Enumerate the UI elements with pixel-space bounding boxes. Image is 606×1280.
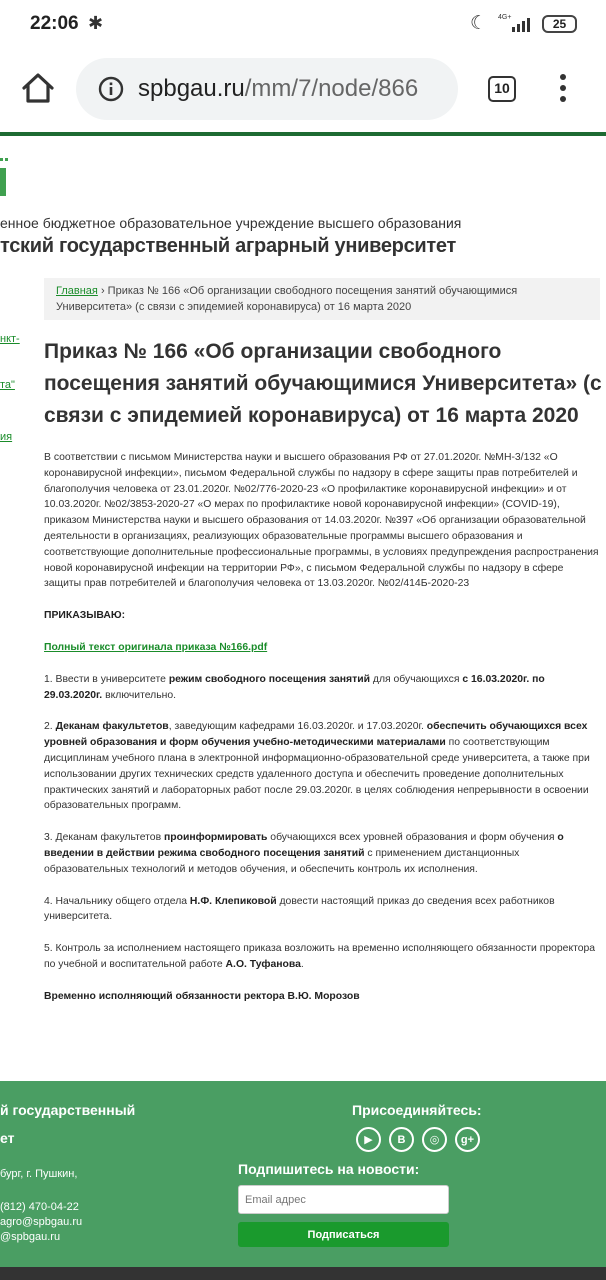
signature: Временно исполняющий обязанности ректора В.Ю. Морозов — [44, 990, 360, 1002]
header-divider — [0, 132, 606, 136]
youtube-icon[interactable]: ▶ — [356, 1127, 381, 1152]
browser-toolbar — [0, 50, 606, 132]
battery-icon: 25 — [542, 15, 577, 33]
site-footer — [0, 1081, 606, 1267]
sidebar-link-1[interactable]: нкт- — [0, 333, 20, 345]
footer-email-1[interactable]: agro@spbgau.ru — [0, 1216, 83, 1228]
article-intro: В соответствии с письмом Министерства науки и высшего образования РФ от 27.01.2020г. №МН-3/132 «О коронавирусной инфекции», письмом Федеральной службы по надзору в сфере защиты прав потребителей и благополучия человека от 23.01.2020г. №02/776-2020-23 «О профилактике коронавирусной инфекции» и от 10.03.2020г. №02/3853-2020-27 «О мерах по профилактике новой коронавирусной инфекции» (COVID-19), приказом Министерства науки и высшего образования от 14.03.2020г. №397 «Об организации образовательной деятельности в организациях, реализующих образовательные программы высшего образования и соответствующие дополнительные профессиональные программы, в условиях предупреждения распространения новой коронавирусной инфекции на территории РФ», с письмом Федеральной службы по надзору в сфере защиты прав потребителей и благополучия человека от 13.03.2020г. №02/414Б-2020-23 — [44, 452, 599, 590]
vk-icon[interactable]: B — [389, 1127, 414, 1152]
footer-address: бург, г. Пушкин, — [0, 1168, 78, 1180]
sidebar-link-2[interactable]: та" — [0, 379, 15, 391]
signal-icon — [498, 12, 534, 34]
newsletter-title: Подпишитесь на новости: — [238, 1161, 420, 1177]
moon-icon: ☾ — [470, 13, 488, 34]
status-time: 22:06 — [30, 13, 79, 34]
footer-university-name-line1: й государственный — [0, 1102, 136, 1118]
url-path: /mm/7/node/866 — [244, 75, 419, 102]
status-bar — [0, 0, 606, 50]
page-title: Приказ № 166 «Об организации свободного посещения занятий обучающимися Университета» (с связи с эпидемией коронавируса) от 16 марта 2020 — [44, 340, 602, 427]
social-links — [356, 1127, 480, 1152]
url-text[interactable] — [138, 75, 418, 103]
more-menu-icon[interactable] — [556, 74, 570, 106]
newsletter-email-input[interactable] — [238, 1185, 449, 1214]
sidebar-link-3[interactable]: ия — [0, 431, 13, 443]
breadcrumb — [44, 278, 600, 320]
site-title[interactable]: тский государственный аграрный университет — [0, 235, 456, 257]
breadcrumb-separator: › — [100, 285, 105, 297]
footer-email-2[interactable]: @spbgau.ru — [0, 1231, 61, 1243]
site-subtitle: енное бюджетное образовательное учреждение высшего образования — [0, 215, 462, 231]
info-icon[interactable] — [98, 76, 124, 102]
order-item-3: 3. Деканам факультетов проинформировать обучающихся всех уровней образования и форм обучения о введении в действии режима свободного посещения занятий с применением дистанционных образовательных технологий и методов обучения, и обеспечить контроль их исполнения. — [44, 832, 564, 875]
instagram-icon[interactable]: ◎ — [422, 1127, 447, 1152]
google-plus-icon[interactable]: g+ — [455, 1127, 480, 1152]
order-item-2: 2. Деканам факультетов, заведующим кафедрами 16.03.2020г. и 17.03.2020г. обеспечить обучающихся всех уровней образования и форм обучения учебно-методическими материалами по соответствующим дисциплинам учебного плана в электронной информационно-образовательной среде университета, а также при использовании других технических средств удаленного доступа и обеспечить проведение дополнительных практических занятий и лабораторных работ после 29.03.2020г. в целях соблюдения непрерывности в освоении образовательных программ. — [44, 721, 590, 812]
article-body — [44, 450, 600, 1021]
url-host: spbgau.ru — [138, 75, 245, 102]
pdf-link[interactable]: Полный текст оригинала приказа №166.pdf — [44, 641, 268, 653]
footer-phone[interactable]: (812) 470-04-22 — [0, 1201, 79, 1213]
home-icon[interactable] — [20, 70, 56, 106]
bottom-bar — [0, 1267, 606, 1280]
order-item-1: 1. Ввести в университете режим свободного посещения занятий для обучающихся с 16.03.2020г. по 29.03.2020г. включительно. — [44, 673, 545, 701]
network-type-label: 4G+ — [498, 14, 512, 21]
breadcrumb-current: Приказ № 166 «Об организации свободного посещения занятий обучающимися Университета» (с связи с эпидемией коронавируса) от 16 марта 2020 — [56, 285, 518, 313]
footer-join-title: Присоединяйтесь: — [352, 1102, 482, 1118]
order-word: ПРИКАЗЫВАЮ: — [44, 610, 126, 622]
subscribe-button[interactable]: Подписаться — [238, 1222, 449, 1247]
footer-university-name-line2: ет — [0, 1130, 15, 1146]
order-item-4: 4. Начальнику общего отдела Н.Ф. Клепиковой довести настоящий приказ до сведения всех работников университета. — [44, 895, 555, 923]
address-bar[interactable] — [76, 58, 458, 120]
order-item-5: 5. Контроль за исполнением настоящего приказа возложить на временно исполняющего обязанности проректора по учебной и воспитательной работе А.О. Туфанова. — [44, 943, 596, 970]
breadcrumb-home-link[interactable]: Главная — [56, 285, 98, 297]
bluetooth-icon: ✱ — [88, 13, 104, 33]
tab-switcher-button[interactable]: 10 — [488, 76, 516, 102]
site-logo[interactable] — [0, 158, 10, 196]
